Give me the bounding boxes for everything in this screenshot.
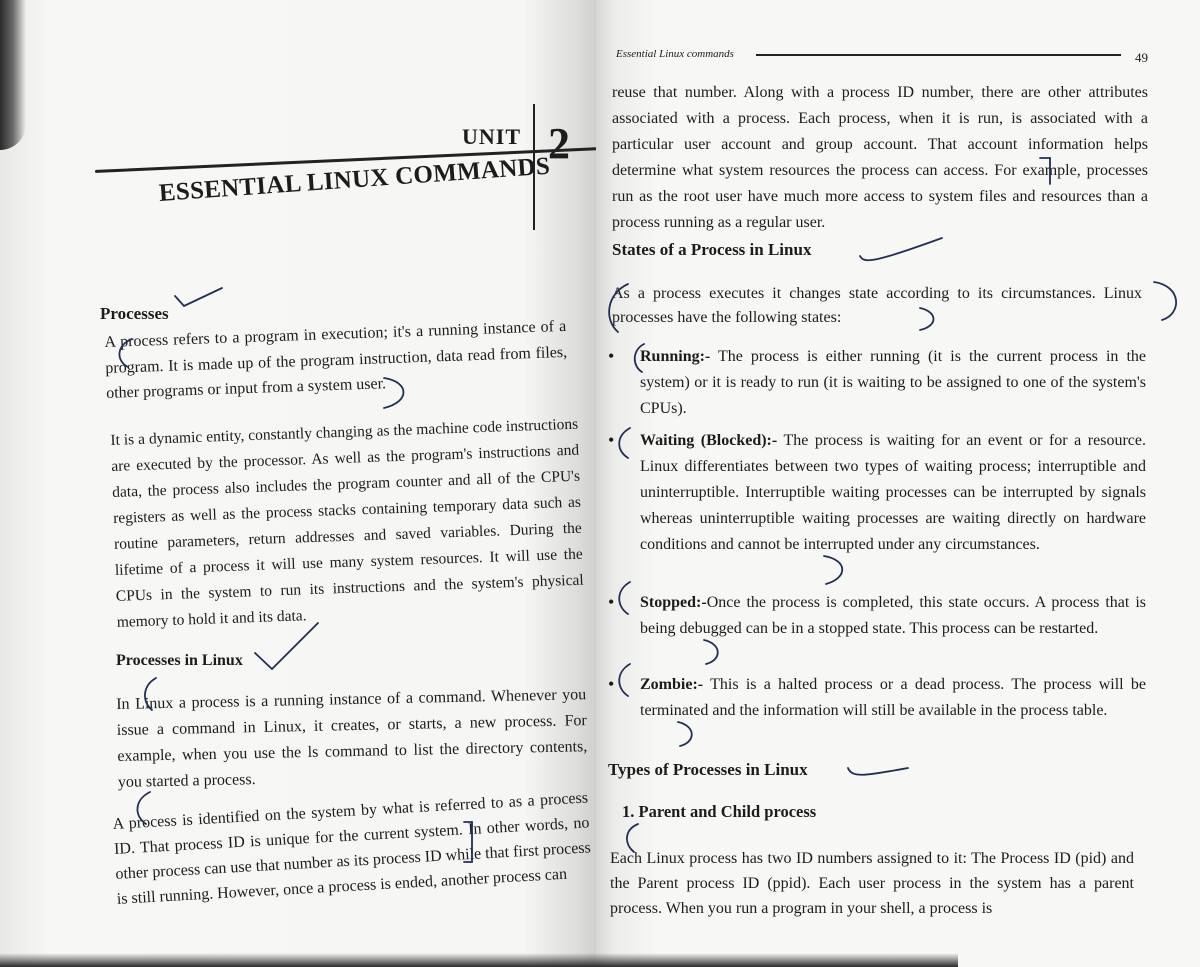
paragraph-dynamic-entity: It is a dynamic entity, constantly changing as the machine code instructions are executed by the processor. As well as the program's instructions and data, the process also includes the program counter and all of the CPU's registers as well as the process stacks containing temporary data such as routine parameters, return addresses and saved variables. During the lifetime of a process it will use many system resources. It will use the CPUs in the system to run its instructions and the system's physical memory to hold it and its data.: [110, 415, 584, 631]
bracket-mark-icon: [450, 812, 490, 872]
bracket-mark-icon: [1148, 278, 1188, 324]
checkmark-icon: [170, 282, 230, 312]
bullet-waiting: •: [608, 430, 615, 450]
state-description: This is a halted process or a dead process. The process will be terminated and the information will still be available in the process table.: [640, 676, 1146, 719]
heading-processes-in-linux: Processes in Linux: [116, 652, 243, 669]
state-stopped: [640, 590, 1146, 642]
bracket-mark-icon: [128, 788, 158, 828]
underline-stroke-icon: [856, 232, 946, 266]
paragraph-linux-process: In Linux a process is a running instance of a command. Whenever you issue a command in Linux, it creates, or starts, a new process. For example, when you use the ls command to list the directory contents, you started a process.: [116, 686, 588, 791]
bracket-mark-icon: [136, 674, 162, 714]
paragraph-process-definition: A process refers to a program in execution; it's a running instance of a program. It is made up of the program instruction, data read from files, other programs or input from a system user.: [104, 317, 568, 402]
left-page: [0, 0, 596, 967]
bullet-running: •: [608, 346, 615, 366]
bracket-mark-icon: [672, 718, 702, 750]
state-term: Waiting (Blocked):-: [640, 432, 778, 449]
state-zombie: [640, 672, 1146, 724]
subheading-parent-child: 1. Parent and Child process: [622, 802, 817, 821]
right-page: [596, 0, 1200, 967]
bracket-mark-icon: [612, 578, 636, 618]
bracket-mark-icon: [628, 340, 648, 376]
bracket-mark-icon: [620, 820, 644, 856]
bracket-mark-icon: [914, 304, 944, 334]
page-number: 49: [1135, 50, 1148, 65]
bullet-zombie: •: [608, 674, 615, 694]
bracket-mark-icon: [598, 280, 638, 336]
state-description: The process is either running (it is the current process in the system) or it is ready to run (it is waiting to be assigned to one of the system's CPUs).: [640, 348, 1146, 417]
bracket-mark-icon: [818, 552, 858, 588]
state-waiting: [640, 428, 1146, 558]
paragraph-reuse-number: reuse that number. Along with a process ID number, there are other attributes associated with a process. Each process, when it is run, is associated with a particular user account and group account. That account information helps determine what system resources the process can access. For example, processes run as the root user have much more access to system files and resources than a process running as a regular user.: [612, 84, 1148, 231]
heading-processes: Processes: [100, 304, 169, 323]
running-head: Essential Linux commands: [616, 48, 734, 60]
running-head-rule: [756, 54, 1121, 56]
state-term: Running:-: [640, 348, 711, 365]
state-running: [640, 344, 1146, 422]
bracket-mark-icon: [110, 335, 140, 371]
heading-types-of-processes: Types of Processes in Linux: [608, 760, 808, 779]
binding-shadow: [0, 953, 596, 967]
underline-stroke-icon: [844, 760, 914, 782]
chapter-title: ESSENTIAL LINUX COMMANDS: [158, 152, 551, 207]
bracket-mark-icon: [698, 636, 728, 668]
unit-number: 2: [548, 119, 570, 168]
page-corner-shadow: [0, 0, 26, 150]
state-term: Stopped:-: [640, 594, 707, 611]
bracket-mark-icon: [1036, 152, 1060, 188]
bracket-mark-icon: [612, 424, 636, 462]
bracket-mark-icon: [376, 372, 421, 412]
paragraph-states-intro: As a process executes it changes state according to its circumstances. Linux processes have the following states:: [612, 285, 1142, 326]
state-description: Once the process is completed, this state occurs. A process that is being debugged can be in a stopped state. This process can be restarted.: [640, 594, 1146, 637]
unit-label: UNIT: [462, 124, 522, 149]
bullet-stopped: •: [608, 592, 615, 612]
state-description: The process is waiting for an event or for a resource. Linux differentiates between two types of waiting process; interruptible and uninterruptible. Interruptible waiting processes can be interrupted by signals whereas uninterruptible waiting processes are waiting directly on hardware conditions and cannot be interrupted under any circumstances.: [640, 432, 1146, 553]
heading-states-of-process: States of a Process in Linux: [612, 240, 812, 259]
paragraph-process-id: A process is identified on the system by what is referred to as a process ID. That process ID is unique for the current system. In other words, no other process can use that number as its process ID while that first process is still running. However, once a process is ended, another process can: [112, 789, 592, 908]
checkmark-icon: [250, 615, 325, 675]
binding-shadow: [596, 953, 958, 967]
state-term: Zombie:-: [640, 676, 704, 693]
bracket-mark-icon: [612, 660, 636, 700]
paragraph-parent-child: Each Linux process has two ID numbers assigned to it: The Process ID (pid) and the Parent process ID (ppid). Each user process in the system has a parent process. When you run a program in your shell, a process is: [610, 850, 1134, 917]
